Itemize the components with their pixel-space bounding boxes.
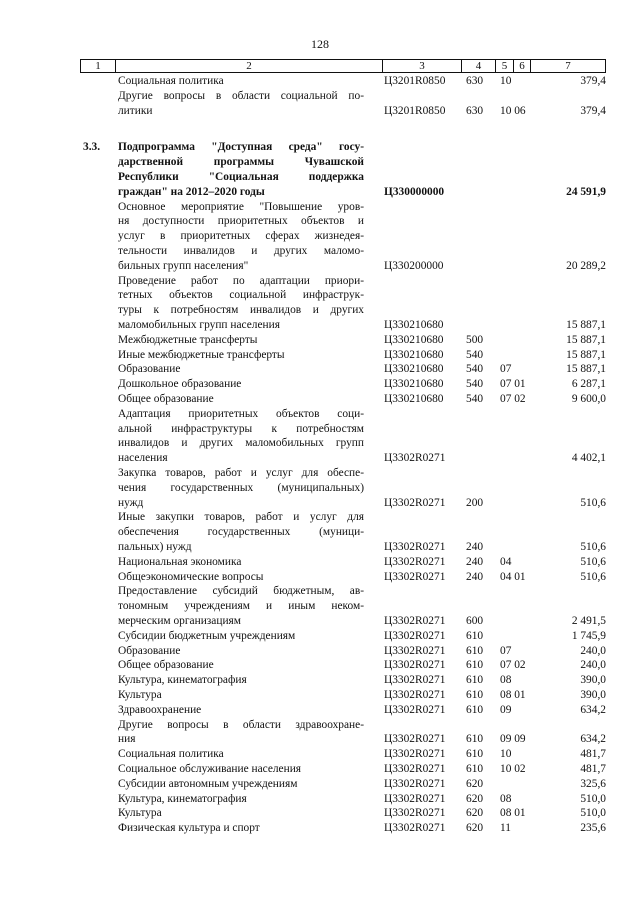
row-name	[118, 274, 364, 333]
expense-type: 240	[466, 555, 484, 568]
section-subsection: 07	[500, 644, 512, 657]
section-subsection	[500, 629, 540, 644]
section-subsection: 10 06	[500, 104, 526, 117]
expense-type: 620	[466, 792, 484, 805]
target-code: Ц330210680	[384, 393, 444, 405]
amount: 379,4	[580, 104, 606, 117]
expense-type: 610	[466, 659, 484, 672]
amount: 510,6	[580, 570, 606, 583]
expense-type: 240	[466, 540, 484, 553]
row-name-line: граждан" на 2012–2020 годы	[118, 185, 265, 198]
section-subsection: 10	[500, 75, 512, 87]
table-row	[0, 821, 640, 836]
section-subsection: 04	[500, 555, 512, 568]
expense-type: 200	[466, 496, 484, 509]
page-number: 128	[311, 37, 329, 51]
table-row	[0, 762, 640, 777]
expense-type: 630	[466, 75, 484, 87]
row-name-line: чения государственных (муниципальных)	[118, 481, 364, 494]
expense-type: 540	[466, 363, 484, 376]
row-name	[118, 777, 364, 792]
row-name	[118, 348, 364, 363]
target-code: Ц3302R0271	[384, 822, 446, 835]
table-row	[0, 466, 640, 510]
row-name-line: дарственной программы Чувашской	[118, 156, 364, 169]
section-subsection: 04 01	[500, 570, 526, 583]
table-row	[0, 200, 640, 274]
row-name	[118, 792, 364, 807]
row-name	[118, 362, 364, 377]
row-name-line: Субсидии автономным учреждениям	[118, 777, 298, 790]
row-name	[118, 673, 364, 688]
target-code: Ц3302R0271	[384, 452, 446, 465]
row-name-line: Иные закупки товаров, работ и услуг для	[118, 511, 364, 524]
table-row	[0, 348, 640, 363]
table-row	[0, 74, 640, 89]
row-name	[118, 555, 364, 570]
section-subsection	[500, 259, 540, 274]
amount: 9 600,0	[571, 393, 606, 405]
expense-type: 620	[466, 822, 484, 835]
section-subsection	[500, 777, 540, 792]
row-name-line: Образование	[118, 363, 181, 376]
section-subsection: 07	[500, 363, 512, 376]
target-code: Ц3302R0271	[384, 777, 446, 790]
table-row	[0, 806, 640, 821]
row-name-line: Здравоохранение	[118, 703, 202, 716]
table-row	[0, 555, 640, 570]
amount: 510,6	[580, 555, 606, 568]
target-code: Ц3302R0271	[384, 540, 446, 553]
row-name	[118, 377, 364, 392]
target-code: Ц3201R0850	[384, 75, 446, 87]
row-name	[118, 629, 364, 644]
section-subsection	[500, 451, 540, 466]
table-row	[0, 673, 640, 688]
table-row	[0, 718, 640, 748]
row-name-line: Социальное обслуживание населения	[118, 763, 302, 775]
section-subsection	[500, 614, 540, 629]
row-name-line: услуг в приоритетных сферах жизнедея-	[118, 230, 364, 243]
row-name-line: Предоставление субсидий бюджетным, ав-	[118, 585, 364, 598]
target-code: Ц3201R0850	[384, 104, 446, 117]
section-subsection	[500, 333, 540, 348]
target-code: Ц3302R0271	[384, 763, 446, 775]
section-subsection	[500, 318, 540, 333]
row-name-line: Культура, кинематография	[118, 792, 247, 805]
expense-type: 540	[466, 378, 484, 391]
target-code: Ц330210680	[384, 333, 444, 346]
row-name-line: Социальная политика	[118, 75, 224, 87]
section-subsection	[500, 496, 540, 511]
target-code: Ц3302R0271	[384, 792, 446, 805]
row-name-line: Проведение работ по адаптации приори-	[118, 274, 364, 287]
row-name-line: Физическая культура и спорт	[118, 822, 260, 835]
table-row	[0, 510, 640, 554]
row-name	[118, 140, 364, 199]
row-name-line: мерческим организациям	[118, 614, 241, 627]
row-name-line: Другие вопросы в области социальной по-	[118, 89, 364, 102]
amount: 510,0	[580, 792, 606, 805]
row-name-line: нужд	[118, 496, 144, 509]
row-name-line: ня доступности приоритетных объектов и	[118, 215, 364, 228]
expense-type: 500	[466, 333, 484, 346]
row-name	[118, 466, 364, 510]
row-name	[118, 703, 364, 718]
table-row	[0, 333, 640, 348]
row-name-line: Общеэкономические вопросы	[118, 570, 264, 583]
row-name	[118, 407, 364, 466]
row-name	[118, 74, 364, 89]
row-name	[118, 89, 364, 119]
row-name-line: пальных) нужд	[118, 540, 192, 553]
row-name	[118, 333, 364, 348]
target-code: Ц330000000	[384, 185, 445, 198]
section-subsection: 08	[500, 792, 512, 805]
amount: 20 289,2	[566, 259, 606, 272]
table-row	[0, 392, 640, 407]
header-col-5: 5	[501, 60, 508, 72]
target-code: Ц3302R0271	[384, 733, 446, 746]
row-name-line: тельности инвалидов и других маломо-	[118, 244, 364, 257]
row-name-line: Культура	[118, 689, 162, 701]
table-row	[0, 140, 640, 199]
row-name-line: Адаптация приоритетных объектов соци-	[118, 407, 364, 420]
amount: 1 745,9	[571, 629, 606, 642]
table-row	[0, 407, 640, 466]
target-code: Ц330210680	[384, 348, 444, 361]
target-code: Ц3302R0271	[384, 689, 446, 701]
amount: 481,7	[580, 763, 606, 775]
target-code: Ц3302R0271	[384, 659, 446, 672]
amount: 634,2	[580, 733, 606, 746]
amount: 379,4	[580, 75, 606, 87]
table-row	[0, 629, 640, 644]
expense-type: 610	[466, 689, 484, 701]
row-name-line: Республики "Социальная поддержка	[118, 170, 364, 183]
amount: 481,7	[580, 748, 606, 761]
amount: 2 491,5	[571, 614, 606, 627]
row-name	[118, 688, 364, 703]
target-code: Ц3302R0271	[384, 555, 446, 568]
expense-type: 620	[466, 777, 484, 790]
row-name-line: Дошкольное образование	[118, 378, 242, 391]
expense-type: 540	[466, 393, 484, 405]
amount: 634,2	[580, 703, 606, 716]
target-code: Ц330210680	[384, 318, 444, 331]
amount: 4 402,1	[571, 452, 606, 465]
header-col-6: 6	[519, 60, 525, 72]
row-name-line: Общее образование	[118, 393, 214, 405]
amount: 15 887,1	[566, 333, 606, 346]
section-subsection	[500, 348, 540, 363]
expense-type	[466, 451, 490, 466]
row-name-line: Другие вопросы в области здравоохране-	[118, 718, 364, 731]
section-subsection: 07 01	[500, 378, 526, 391]
expense-type	[466, 259, 490, 274]
section-number: 3.3.	[83, 141, 101, 154]
row-name-line: инвалидов и других маломобильных групп	[118, 437, 364, 450]
amount: 390,0	[580, 689, 606, 701]
row-name	[118, 747, 364, 762]
expense-type: 610	[466, 733, 484, 746]
section-subsection: 11	[500, 822, 511, 835]
row-name-line: Иные межбюджетные трансферты	[118, 348, 285, 361]
expense-type: 610	[466, 763, 484, 775]
section-subsection: 07 02	[500, 659, 526, 672]
row-name-line: бильных групп населения"	[118, 259, 249, 272]
amount: 325,6	[580, 777, 606, 790]
header-col-1: 1	[95, 60, 101, 72]
row-name-line: ния	[118, 733, 136, 746]
target-code: Ц330210680	[384, 378, 444, 391]
table-row	[0, 89, 640, 119]
section-subsection	[500, 540, 540, 555]
section-subsection: 08 01	[500, 689, 526, 701]
target-code: Ц3302R0271	[384, 496, 446, 509]
row-name-line: тономным учреждениям и иным неком-	[118, 600, 364, 613]
amount: 15 887,1	[566, 318, 606, 331]
table-row	[0, 570, 640, 585]
row-name-line: альной инфраструктуры к потребностям	[118, 422, 364, 435]
target-code: Ц3302R0271	[384, 570, 446, 583]
row-name	[118, 200, 364, 274]
amount: 390,0	[580, 674, 606, 687]
row-name	[118, 644, 364, 659]
section-subsection: 10 02	[500, 763, 526, 775]
row-name	[118, 658, 364, 673]
expense-type: 610	[466, 629, 484, 642]
row-name	[118, 570, 364, 585]
table-row	[0, 644, 640, 659]
expense-type: 600	[466, 614, 484, 627]
amount: 510,6	[580, 540, 606, 553]
expense-type: 620	[466, 807, 484, 820]
table-row	[0, 747, 640, 762]
target-code: Ц3302R0271	[384, 644, 446, 657]
row-name-line: тетных объектов социальной инфраструк-	[118, 289, 364, 302]
expense-type: 630	[466, 104, 484, 117]
target-code: Ц3302R0271	[384, 807, 446, 820]
amount: 240,0	[580, 659, 606, 672]
row-name-line: Подпрограмма "Доступная среда" госу-	[118, 141, 364, 154]
row-name-line: населения	[118, 452, 168, 465]
row-name-line: маломобильных групп населения	[118, 318, 280, 331]
table-row	[0, 792, 640, 807]
amount: 24 591,9	[566, 185, 606, 198]
expense-type: 610	[466, 674, 484, 687]
section-subsection: 08 01	[500, 807, 526, 820]
row-name-line: Социальная политика	[118, 748, 224, 761]
row-name-line: Образование	[118, 644, 181, 657]
table-row	[0, 362, 640, 377]
amount: 6 287,1	[571, 378, 606, 391]
target-code: Ц3302R0271	[384, 674, 446, 687]
table-row	[0, 584, 640, 628]
expense-type	[466, 318, 490, 333]
section-subsection: 10	[500, 748, 512, 761]
row-name-line: Основное мероприятие "Повышение уров-	[118, 200, 364, 213]
row-name-line: обеспечения государственных (муници-	[118, 526, 364, 539]
target-code: Ц3302R0271	[384, 629, 446, 642]
section-subsection: 09	[500, 703, 512, 716]
expense-type: 540	[466, 348, 484, 361]
expense-type: 240	[466, 570, 484, 583]
table-row	[0, 658, 640, 673]
amount: 510,6	[580, 496, 606, 509]
row-name	[118, 392, 364, 407]
amount: 510,0	[580, 807, 606, 820]
header-col-4: 4	[475, 60, 482, 72]
header-col-2: 2	[246, 60, 252, 72]
section-subsection	[500, 185, 540, 200]
target-code: Ц330210680	[384, 363, 444, 376]
expense-type: 610	[466, 703, 484, 716]
row-name-line: Закупка товаров, работ и услуг для обеспе-	[118, 467, 364, 479]
amount: 240,0	[580, 644, 606, 657]
table-row	[0, 377, 640, 392]
expense-type	[466, 185, 490, 200]
row-name	[118, 821, 364, 836]
row-name	[118, 584, 364, 628]
amount: 15 887,1	[566, 348, 606, 361]
row-name-line: Субсидии бюджетным учреждениям	[118, 629, 296, 642]
table-row	[0, 274, 640, 333]
row-name	[118, 806, 364, 821]
row-name-line: Культура, кинематография	[118, 674, 247, 687]
row-name-line: туры к потребностям инвалидов и других	[118, 304, 364, 317]
row-name-line: Общее образование	[118, 659, 214, 672]
table-row	[0, 688, 640, 703]
target-code: Ц3302R0271	[384, 748, 446, 761]
section-subsection: 07 02	[500, 393, 526, 405]
target-code: Ц3302R0271	[384, 703, 446, 716]
expense-type: 610	[466, 644, 484, 657]
header-col-7: 7	[565, 60, 571, 72]
table-row	[0, 703, 640, 718]
row-name	[118, 718, 364, 748]
section-subsection: 09 09	[500, 733, 526, 746]
expense-type: 610	[466, 748, 484, 761]
table-header	[80, 59, 606, 73]
table-row	[0, 777, 640, 792]
row-name-line: Национальная экономика	[118, 555, 242, 568]
target-code: Ц3302R0271	[384, 614, 446, 627]
row-name-line: литики	[118, 104, 153, 117]
amount: 15 887,1	[566, 363, 606, 376]
amount: 235,6	[580, 822, 606, 835]
row-name	[118, 510, 364, 554]
row-name-line: Межбюджетные трансферты	[118, 333, 258, 346]
target-code: Ц330200000	[384, 259, 444, 272]
row-name-line: Культура	[118, 807, 162, 820]
row-name	[118, 762, 364, 777]
header-col-3: 3	[419, 60, 425, 72]
section-subsection: 08	[500, 674, 512, 687]
